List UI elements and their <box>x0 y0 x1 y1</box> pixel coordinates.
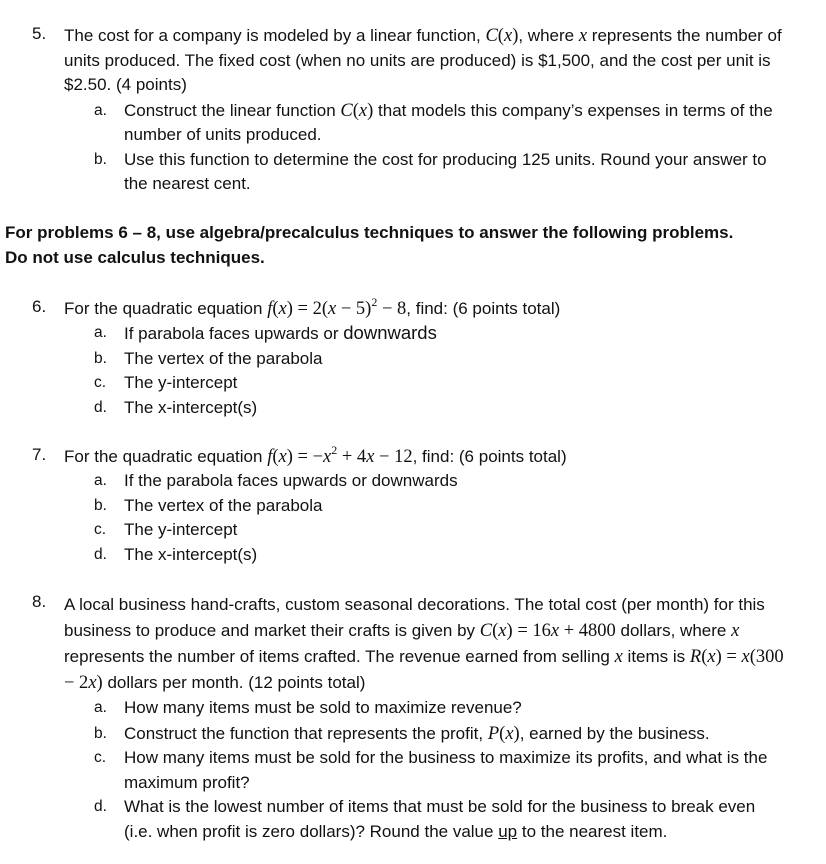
math-function: C(x) <box>485 26 519 46</box>
subpart-b <box>94 494 786 519</box>
subpart-text-underlined: up <box>498 821 518 841</box>
stem-text: The cost for a company is modeled by a linear function, <box>64 26 481 45</box>
subpart-letter: b. <box>94 150 107 168</box>
subpart-text: that models this company’s expenses in terms of the number of units produced. <box>124 100 773 144</box>
subpart-text: The vertex of the parabola <box>124 348 323 368</box>
subpart-text: Construct the linear function <box>124 100 336 120</box>
subpart-text: If the parabola faces upwards or downwards <box>124 471 458 490</box>
problem-7 <box>32 442 786 567</box>
subpart-letter: d. <box>94 545 107 563</box>
subpart-text: What is the lowest number of items that must be sold for the business to break even (i.e. when profit is zero dollars)? Round the value <box>124 797 756 841</box>
subpart-letter: a. <box>94 699 107 716</box>
subpart-b <box>94 722 786 747</box>
stem-text: , find: (6 points total) <box>406 299 561 318</box>
subpart-text-large: downwards <box>343 322 437 343</box>
math-variable: x <box>614 647 623 667</box>
subpart-text: to the nearest item. <box>521 821 668 841</box>
subpart-d <box>94 396 786 421</box>
subpart-text: How many items must be sold to maximize revenue? <box>124 698 522 717</box>
stem-text: , find: (6 points total) <box>412 447 567 466</box>
subpart-text: How many items must be sold for the business to maximize its profits, and what is the maximum profit? <box>124 748 768 792</box>
subpart-d <box>94 543 786 568</box>
math-variable: x <box>731 621 740 641</box>
subpart-text: The y-intercept <box>124 520 238 539</box>
subpart-text: If parabola faces upwards or <box>124 324 339 343</box>
subpart-letter: a. <box>94 324 107 341</box>
stem-text: dollars per month. (12 points total) <box>107 673 366 692</box>
subpart-text: , earned by the business. <box>519 723 710 743</box>
problem-number: 7. <box>32 445 47 464</box>
subpart-text: The x-intercept(s) <box>124 544 258 564</box>
problem-stem <box>64 592 786 696</box>
stem-text: For the quadratic equation <box>64 447 263 466</box>
math-variable: x <box>578 26 588 46</box>
subpart-d <box>94 795 786 844</box>
stem-text: items is <box>627 647 686 666</box>
problem-number: 5. <box>32 24 47 43</box>
subpart-letter: c. <box>94 374 107 391</box>
problem-stem <box>64 24 786 98</box>
subpart-letter: b. <box>94 724 107 742</box>
subpart-letter: c. <box>94 521 107 538</box>
problem-stem <box>64 442 786 469</box>
problem-6 <box>32 294 786 420</box>
math-function: P(x) <box>487 723 520 744</box>
subpart-letter: d. <box>94 798 107 815</box>
math-revenue-function: R(x) = x(300 − 2x) <box>64 647 784 693</box>
subpart-a <box>94 696 786 721</box>
math-function: C(x) <box>340 100 374 121</box>
stem-text: represents the number of items crafted. The revenue earned from selling <box>64 647 610 666</box>
stem-text: For the quadratic equation <box>64 299 263 318</box>
subpart-text: The y-intercept <box>124 373 238 392</box>
subpart-b <box>94 347 786 372</box>
subpart-letter: d. <box>94 398 107 416</box>
subpart-letter: c. <box>94 749 107 766</box>
subpart-letter: b. <box>94 349 107 367</box>
subpart-letter: a. <box>94 101 107 119</box>
subpart-c <box>94 518 786 543</box>
stem-text: represents the number of units produced. The fixed cost (when no units are produced) is $1,500, and the cost per unit is $2.50. (4 points) <box>64 26 782 94</box>
subpart-b <box>94 148 786 197</box>
subpart-letter: b. <box>94 496 107 514</box>
math-equation: $f(x) = 2(x - 5)^2 - 8$ <box>267 294 407 319</box>
math-equation: $f(x) = -x^2 + 4x - 12$ <box>267 442 413 467</box>
subpart-c <box>94 371 786 396</box>
subpart-text: The x-intercept(s) <box>124 397 258 417</box>
stem-text: A local business hand-crafts, custom seasonal decorations. The total cost (per month) for this business to produce and market their crafts is given by <box>64 595 765 640</box>
subpart-text: The vertex of the parabola <box>124 495 323 515</box>
problem-8 <box>32 592 786 844</box>
stem-text: , where <box>518 26 575 45</box>
subpart-a <box>94 469 786 494</box>
subpart-letter: a. <box>94 472 107 489</box>
problem-number: 6. <box>32 297 47 316</box>
subpart-c <box>94 746 786 795</box>
stem-text: dollars, where <box>620 621 727 640</box>
subpart-a <box>94 321 786 347</box>
problem-5 <box>32 24 786 197</box>
problem-number: 8. <box>32 592 47 611</box>
problem-stem <box>64 294 786 321</box>
section-instructions: For problems 6 – 8, use algebra/precalculus techniques to answer the following problems. Do not use calculus techniques. <box>5 223 734 267</box>
subpart-text: Construct the function that represents the profit, <box>124 723 484 743</box>
math-cost-function: C(x) = 16x + 4800 <box>479 621 616 641</box>
subpart-a <box>94 99 786 148</box>
subpart-text: Use this function to determine the cost for producing 125 units. Round your answer to the nearest cent. <box>124 149 767 193</box>
